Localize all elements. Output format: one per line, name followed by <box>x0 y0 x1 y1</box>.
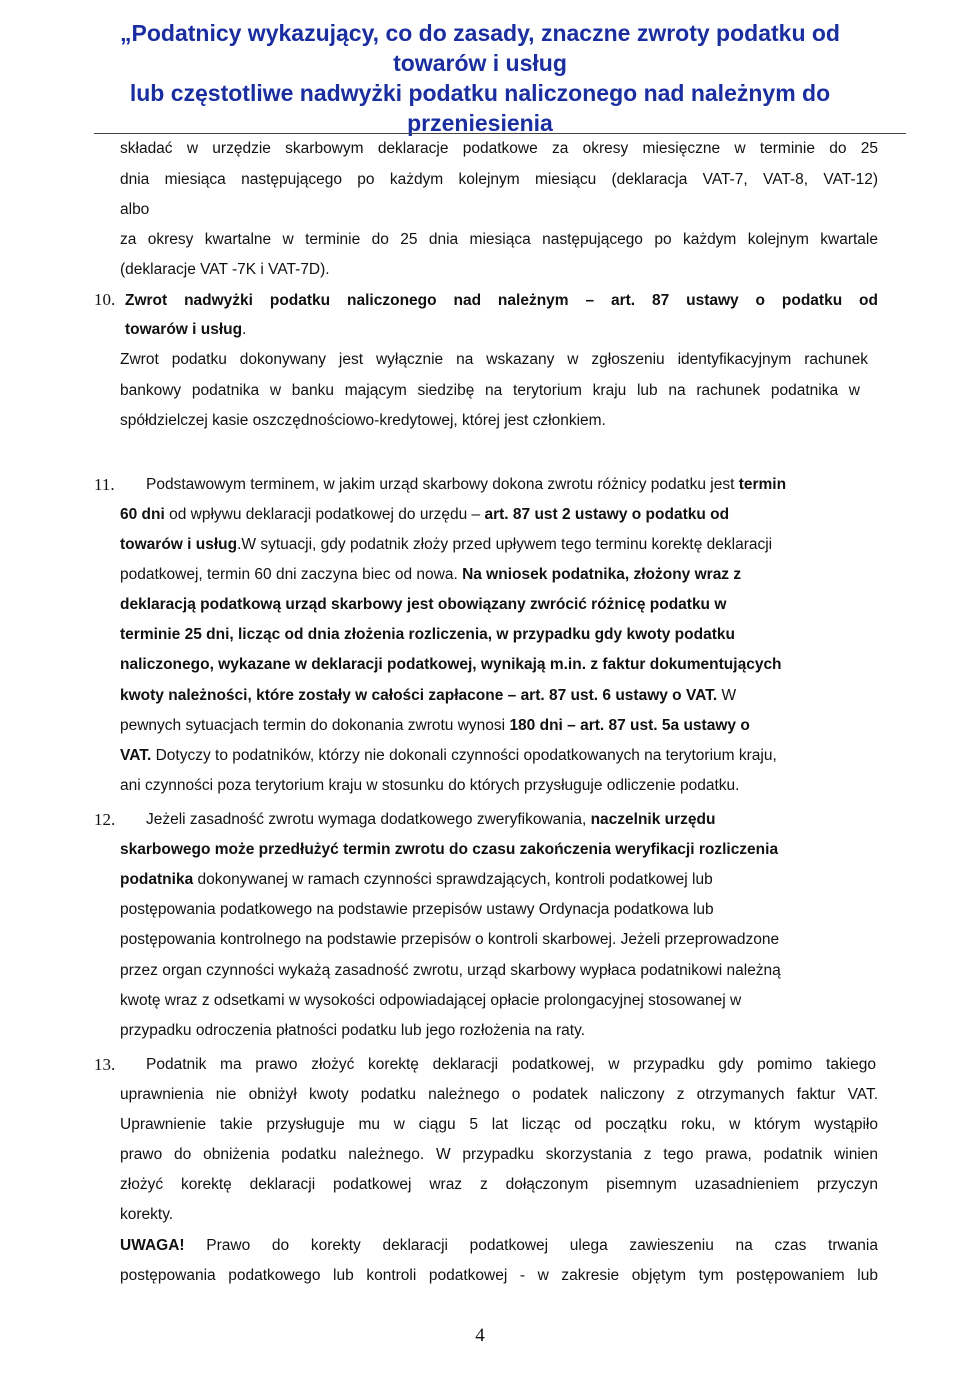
paragraph-line: postępowania podatkowego na podstawie przepisów ustawy Ordynacja podatkowa lub <box>120 901 714 918</box>
paragraph-line: deklaracją podatkową urząd skarbowy jest obowiązany zwrócić różnicę podatku w <box>120 596 727 613</box>
paragraph-line: podatkowej, termin 60 dni zaczyna biec od nowa. Na wniosek podatnika, złożony wraz z <box>120 566 742 583</box>
paragraph-line: postępowania kontrolnego na podstawie przepisów o kontroli skarbowej. Jeżeli przeprowadzone <box>120 931 780 948</box>
paragraph-line: kwotę wraz z odsetkami w wysokości odpowiadającej opłacie prolongacyjnej stosowanej w <box>120 992 742 1009</box>
paragraph-line: kwoty należności, które zostały w całości zapłacone – art. 87 ust. 6 ustawy o VAT. W <box>120 687 737 704</box>
paragraph-line: za okresy kwartalne w terminie do 25 dnia miesiąca następującego po każdym kolejnym kwartale <box>120 231 878 248</box>
section-heading-cont: towarów i usług. <box>125 321 247 338</box>
section-heading: Zwrot nadwyżki podatku naliczonego nad należnym – art. 87 ustawy o podatku od <box>125 292 878 309</box>
paragraph-line: bankowy podatnika w banku mającym siedzibę na terytorium kraju lub na rachunek podatnika w <box>120 382 860 399</box>
header-line-3: lub częstotliwe nadwyżki podatku naliczonego nad należnym do <box>129 80 831 106</box>
paragraph-line: przypadku odroczenia płatności podatku lub jego rozłożenia na raty. <box>120 1022 585 1039</box>
paragraph-line: postępowania podatkowego lub kontroli podatkowej - w zakresie objętym tym postępowaniem lub <box>120 1267 878 1284</box>
paragraph-line: (deklaracje VAT -7K i VAT-7D). <box>120 261 330 278</box>
paragraph-line: albo <box>120 201 150 218</box>
paragraph-line: Podatnik ma prawo złożyć korektę deklaracji podatkowej, w przypadku gdy pomimo takiego <box>146 1056 876 1073</box>
paragraph-line: korekty. <box>120 1206 174 1223</box>
paragraph-line: UWAGA! Prawo do korekty deklaracji podatkowej ulega zawieszeniu na czas trwania <box>120 1237 878 1254</box>
paragraph-line: terminie 25 dni, licząc od dnia złożenia rozliczenia, w przypadku gdy kwoty podatku <box>120 626 735 643</box>
paragraph-line: skarbowego może przedłużyć termin zwrotu do czasu zakończenia weryfikacji rozliczenia <box>120 841 779 858</box>
paragraph-line: przez organ czynności wykażą zasadność zwrotu, urząd skarbowy wypłaca podatnikowi należną <box>120 962 781 979</box>
paragraph-line: ani czynności poza terytorium kraju w stosunku do których przysługuje odliczenie podatku. <box>120 777 740 794</box>
paragraph-line: Zwrot podatku dokonywany jest wyłącznie na wskazany w zgłoszeniu identyfikacyjnym rachunek <box>120 351 868 368</box>
item-number-12: 12. <box>94 810 116 829</box>
paragraph-line: prawo do obniżenia podatku należnego. W przypadku skorzystania z tego prawa, podatnik winien <box>120 1146 878 1163</box>
paragraph-line: VAT. Dotyczy to podatników, którzy nie dokonali czynności opodatkowanych na terytorium kraju, <box>120 747 777 764</box>
paragraph-line: Jeżeli zasadność zwrotu wymaga dodatkowego zweryfikowania, naczelnik urzędu <box>146 811 716 828</box>
page-header <box>0 18 960 138</box>
item-number-11: 11. <box>94 475 115 494</box>
item-number-13: 13. <box>94 1055 116 1074</box>
paragraph-line: spółdzielczej kasie oszczędnościowo-kredytowej, której jest członkiem. <box>120 412 606 429</box>
paragraph-line: pewnych sytuacjach termin do dokonania zwrotu wynosi 180 dni – art. 87 ust. 5a ustawy o <box>120 717 750 734</box>
page-number: 4 <box>475 1325 485 1346</box>
paragraph-line: dnia miesiąca następującego po każdym kolejnym miesiącu (deklaracja VAT-7, VAT-8, VAT-12) <box>120 171 878 188</box>
paragraph-line: uprawnienia nie obniżył kwoty podatku należnego o podatek naliczony z otrzymanych faktur VAT. <box>120 1086 878 1103</box>
item-number-10: 10. <box>94 290 116 309</box>
paragraph-line: podatnika dokonywanej w ramach czynności sprawdzających, kontroli podatkowej lub <box>120 871 713 888</box>
header-line-1: „Podatnicy wykazujący, co do zasady, znaczne zwroty podatku od <box>120 20 840 46</box>
paragraph-line: naliczonego, wykazane w deklaracji podatkowej, wynikają m.in. z faktur dokumentujących <box>120 656 782 673</box>
paragraph-line: towarów i usług.W sytuacji, gdy podatnik złoży przed upływem tego terminu korektę deklaracji <box>120 536 773 553</box>
header-line-2: towarów i usług <box>393 50 567 76</box>
header-line-4: przeniesienia <box>407 110 553 136</box>
paragraph-line: Podstawowym terminem, w jakim urząd skarbowy dokona zwrotu różnicy podatku jest termin <box>146 476 787 493</box>
paragraph-line: składać w urzędzie skarbowym deklaracje podatkowe za okresy miesięczne w terminie do 25 <box>120 140 878 157</box>
paragraph-line: złożyć korektę deklaracji podatkowej wraz z dołączonym pisemnym uzasadnieniem przyczyn <box>120 1176 878 1193</box>
paragraph-line: 60 dni od wpływu deklaracji podatkowej do urzędu – art. 87 ust 2 ustawy o podatku od <box>120 506 730 523</box>
paragraph-line: Uprawnienie takie przysługuje mu w ciągu 5 lat licząc od początku roku, w którym wystąpiło <box>120 1116 878 1133</box>
header-divider <box>94 133 906 134</box>
